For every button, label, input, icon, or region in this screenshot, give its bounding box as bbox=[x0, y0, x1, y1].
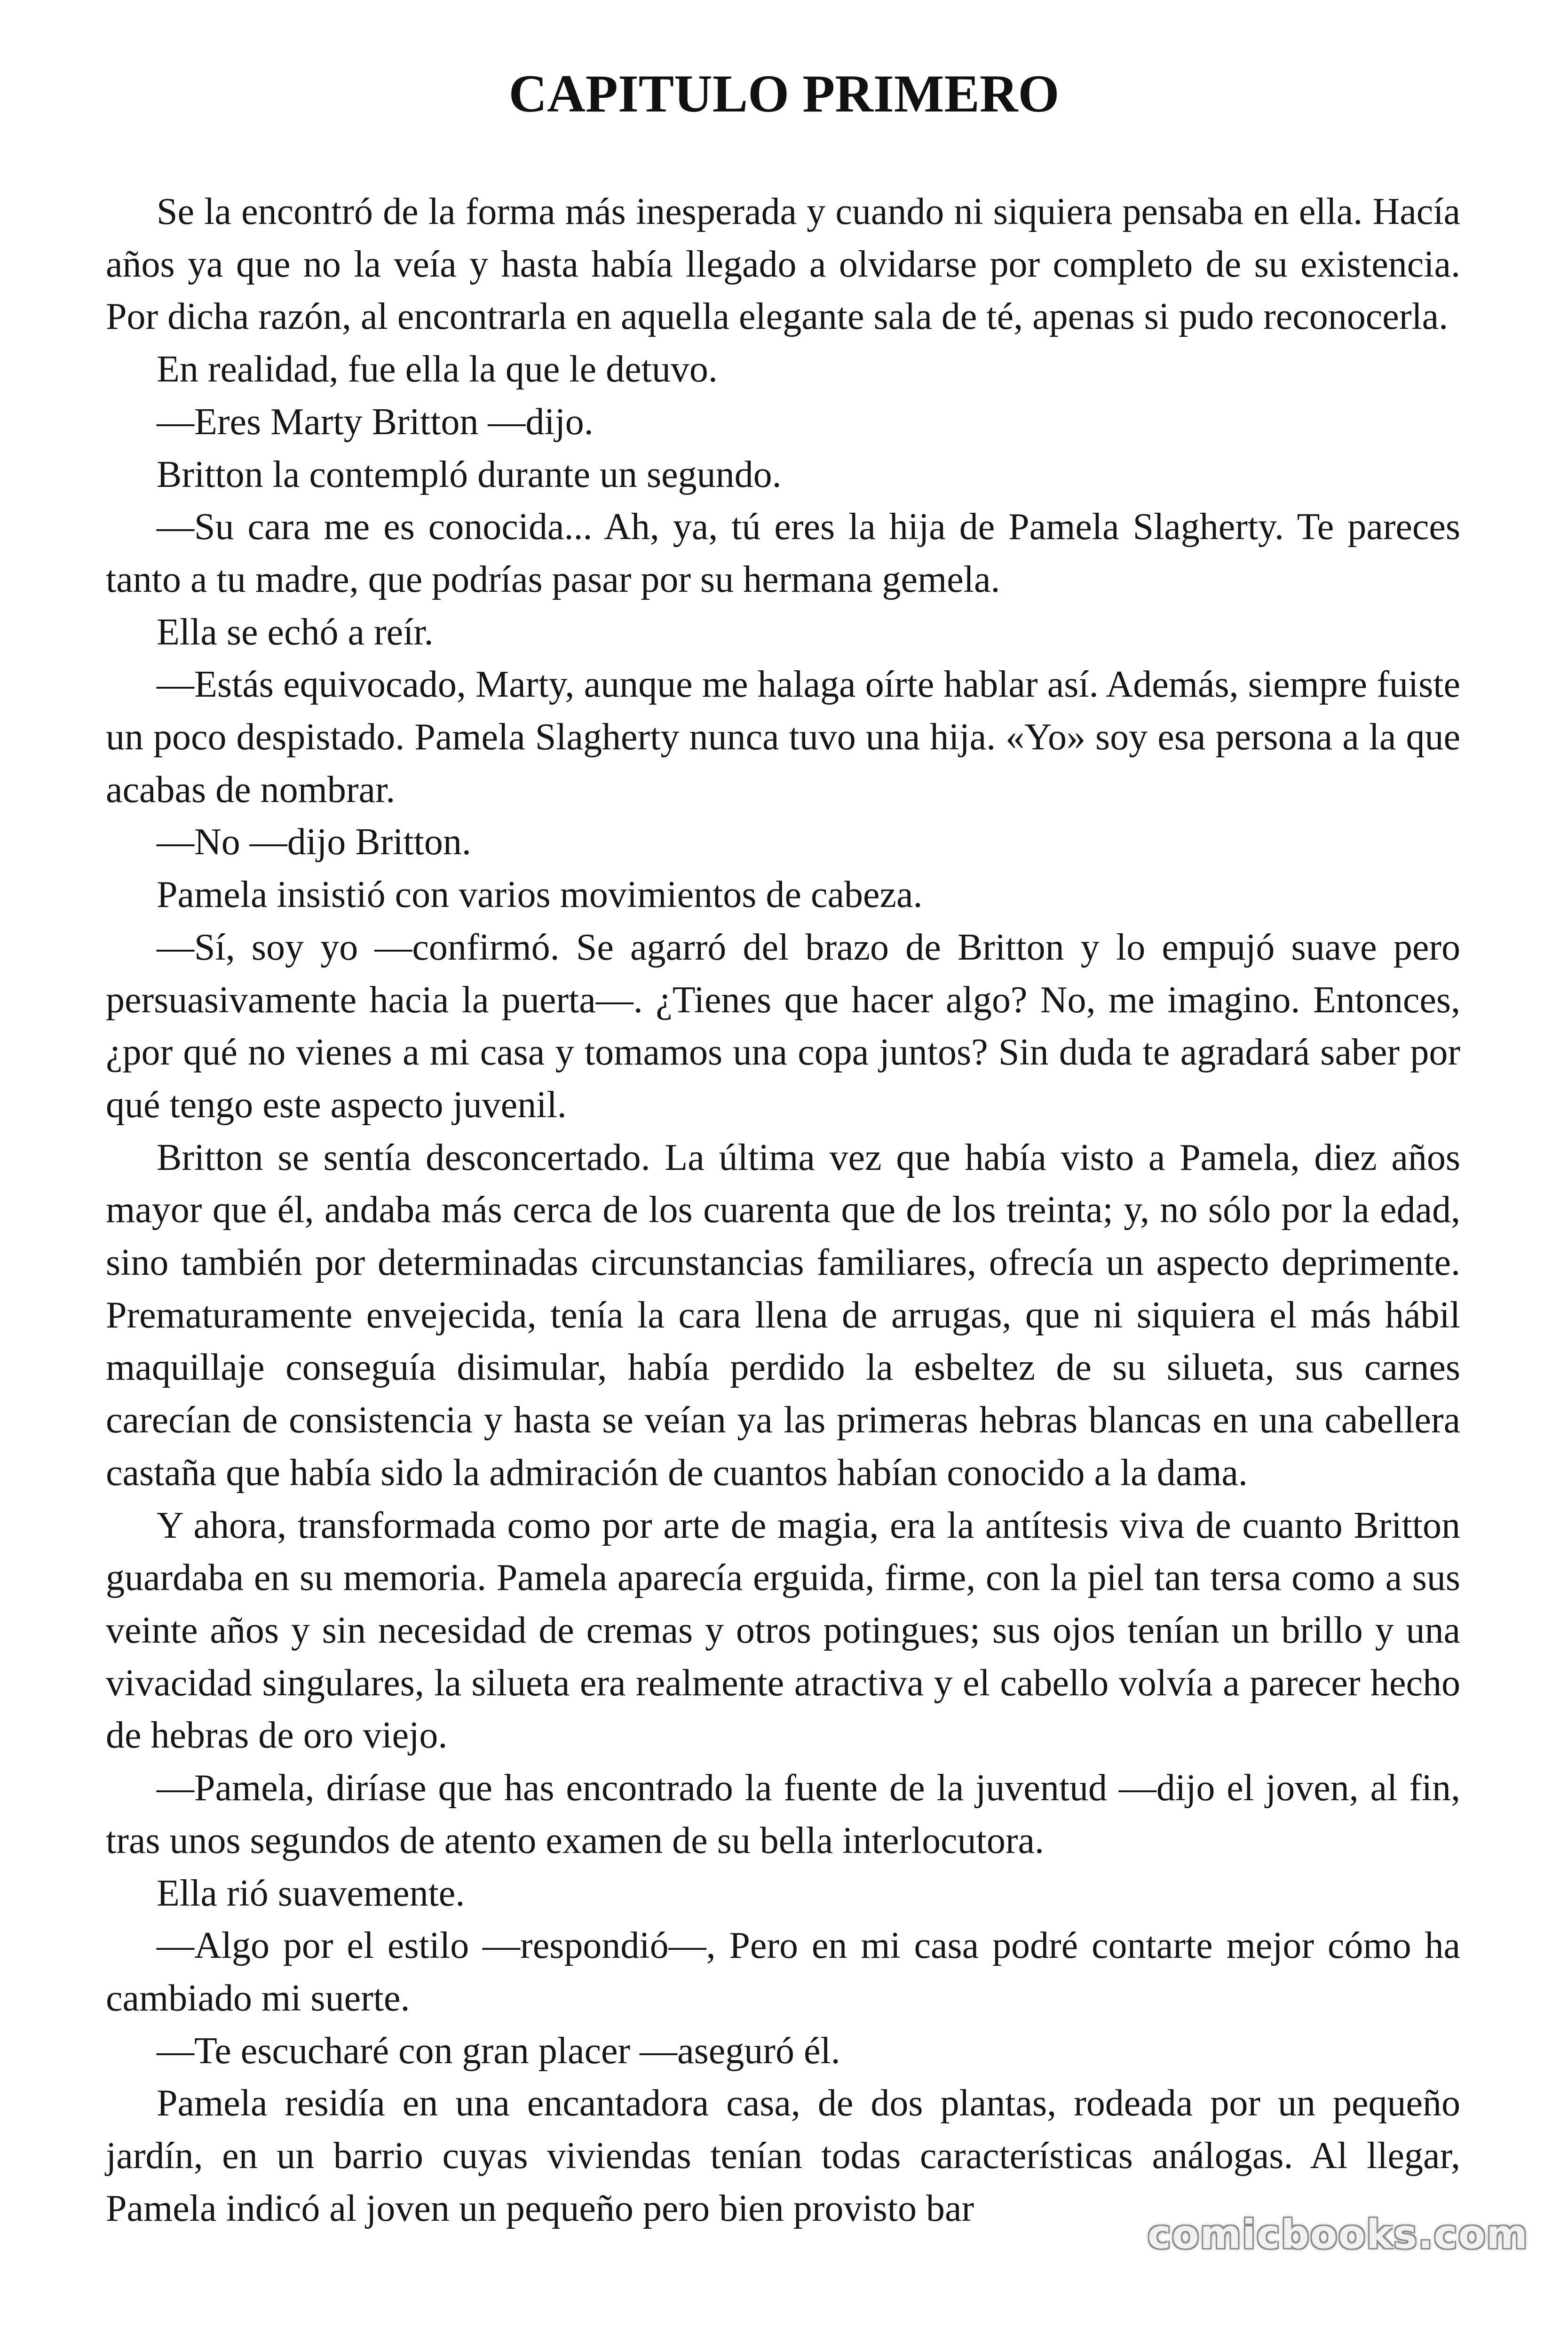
paragraph: —Sí, soy yo —confirmó. Se agarró del brazo de Britton y lo empujó suave pero persuasivamente hacia la puerta—. ¿Tienes que hacer algo? No, me imagino. Entonces, ¿por qué no vienes a mi casa y tomamos una copa juntos? Sin duda te agradará saber por qué tengo este aspecto juvenil. bbox=[106, 926, 1460, 1126]
paragraph: Britton se sentía desconcertado. La última vez que había visto a Pamela, diez años mayor que él, andaba más cerca de los cuarenta que de los treinta; y, no sólo por la edad, sino también por determinadas circunstancias familiares, ofrecía un aspecto deprimente. Prematuramente envejecida, tenía la cara llena de arrugas, que ni siquiera el más hábil maquillaje conseguía disimular, había perdido la esbeltez de su silueta, sus carnes carecían de consistencia y hasta se veían ya las primeras hebras blancas en una cabellera castaña que había sido la admiración de cuantos habían conocido a la dama. bbox=[106, 1136, 1460, 1494]
paragraph: —Estás equivocado, Marty, aunque me halaga oírte hablar así. Además, siempre fuiste un poco despistado. Pamela Slagherty nunca tuvo una hija. «Yo» soy esa persona a la que acabas de nombrar. bbox=[106, 664, 1460, 810]
paragraph: Britton la contempló durante un segundo. bbox=[157, 453, 782, 495]
chapter-title: CAPITULO PRIMERO bbox=[508, 64, 1060, 123]
paragraph: —Algo por el estilo —respondió—, Pero en mi casa podré contarte mejor cómo ha cambiado mi suerte. bbox=[106, 1925, 1460, 2019]
paragraph: Ella se echó a reír. bbox=[157, 611, 434, 653]
paragraph: Se la encontró de la forma más inesperada y cuando ni siquiera pensaba en ella. Hacía años ya que no la veía y hasta había llegado a olvidarse por completo de su existencia. Por dicha razón, al encontrarla en aquella elegante sala de té, apenas si pudo reconocerla. bbox=[106, 191, 1460, 338]
paragraph: —Su cara me es conocida... Ah, ya, tú eres la hija de Pamela Slagherty. Te pareces tanto a tu madre, que podrías pasar por su hermana gemela. bbox=[106, 506, 1460, 600]
chapter-body bbox=[106, 186, 1460, 2235]
paragraph: Ella rió suavemente. bbox=[157, 1872, 465, 1914]
paragraph: Pamela insistió con varios movimientos de cabeza. bbox=[157, 874, 923, 916]
site-watermark: comicbooks.com bbox=[1148, 2211, 1528, 2257]
paragraph: Y ahora, transformada como por arte de magia, era la antítesis viva de cuanto Britton guardaba en su memoria. Pamela aparecía erguida, firme, con la piel tan tersa como a sus veinte años y sin necesidad de cremas y otros potingues; sus ojos tenían un brillo y una vivacidad singulares, la silueta era realmente atractiva y el cabello volvía a parecer hecho de hebras de oro viejo. bbox=[106, 1504, 1460, 1756]
paragraph: Pamela residía en una encantadora casa, de dos plantas, rodeada por un pequeño jardín, en un barrio cuyas viviendas tenían todas características análogas. Al llegar, Pamela indicó al joven un pequeño pero bien provisto bar bbox=[106, 2082, 1460, 2229]
paragraph: —Pamela, diríase que has encontrado la fuente de la juventud —dijo el joven, al fin, tras unos segundos de atento examen de su bella interlocutora. bbox=[106, 1767, 1460, 1861]
paragraph: —Te escucharé con gran placer —aseguró él. bbox=[157, 2030, 840, 2072]
paragraph: —No —dijo Britton. bbox=[157, 821, 471, 863]
paragraph: —Eres Marty Britton —dijo. bbox=[157, 401, 594, 443]
paragraph: En realidad, fue ella la que le detuvo. bbox=[157, 349, 718, 390]
